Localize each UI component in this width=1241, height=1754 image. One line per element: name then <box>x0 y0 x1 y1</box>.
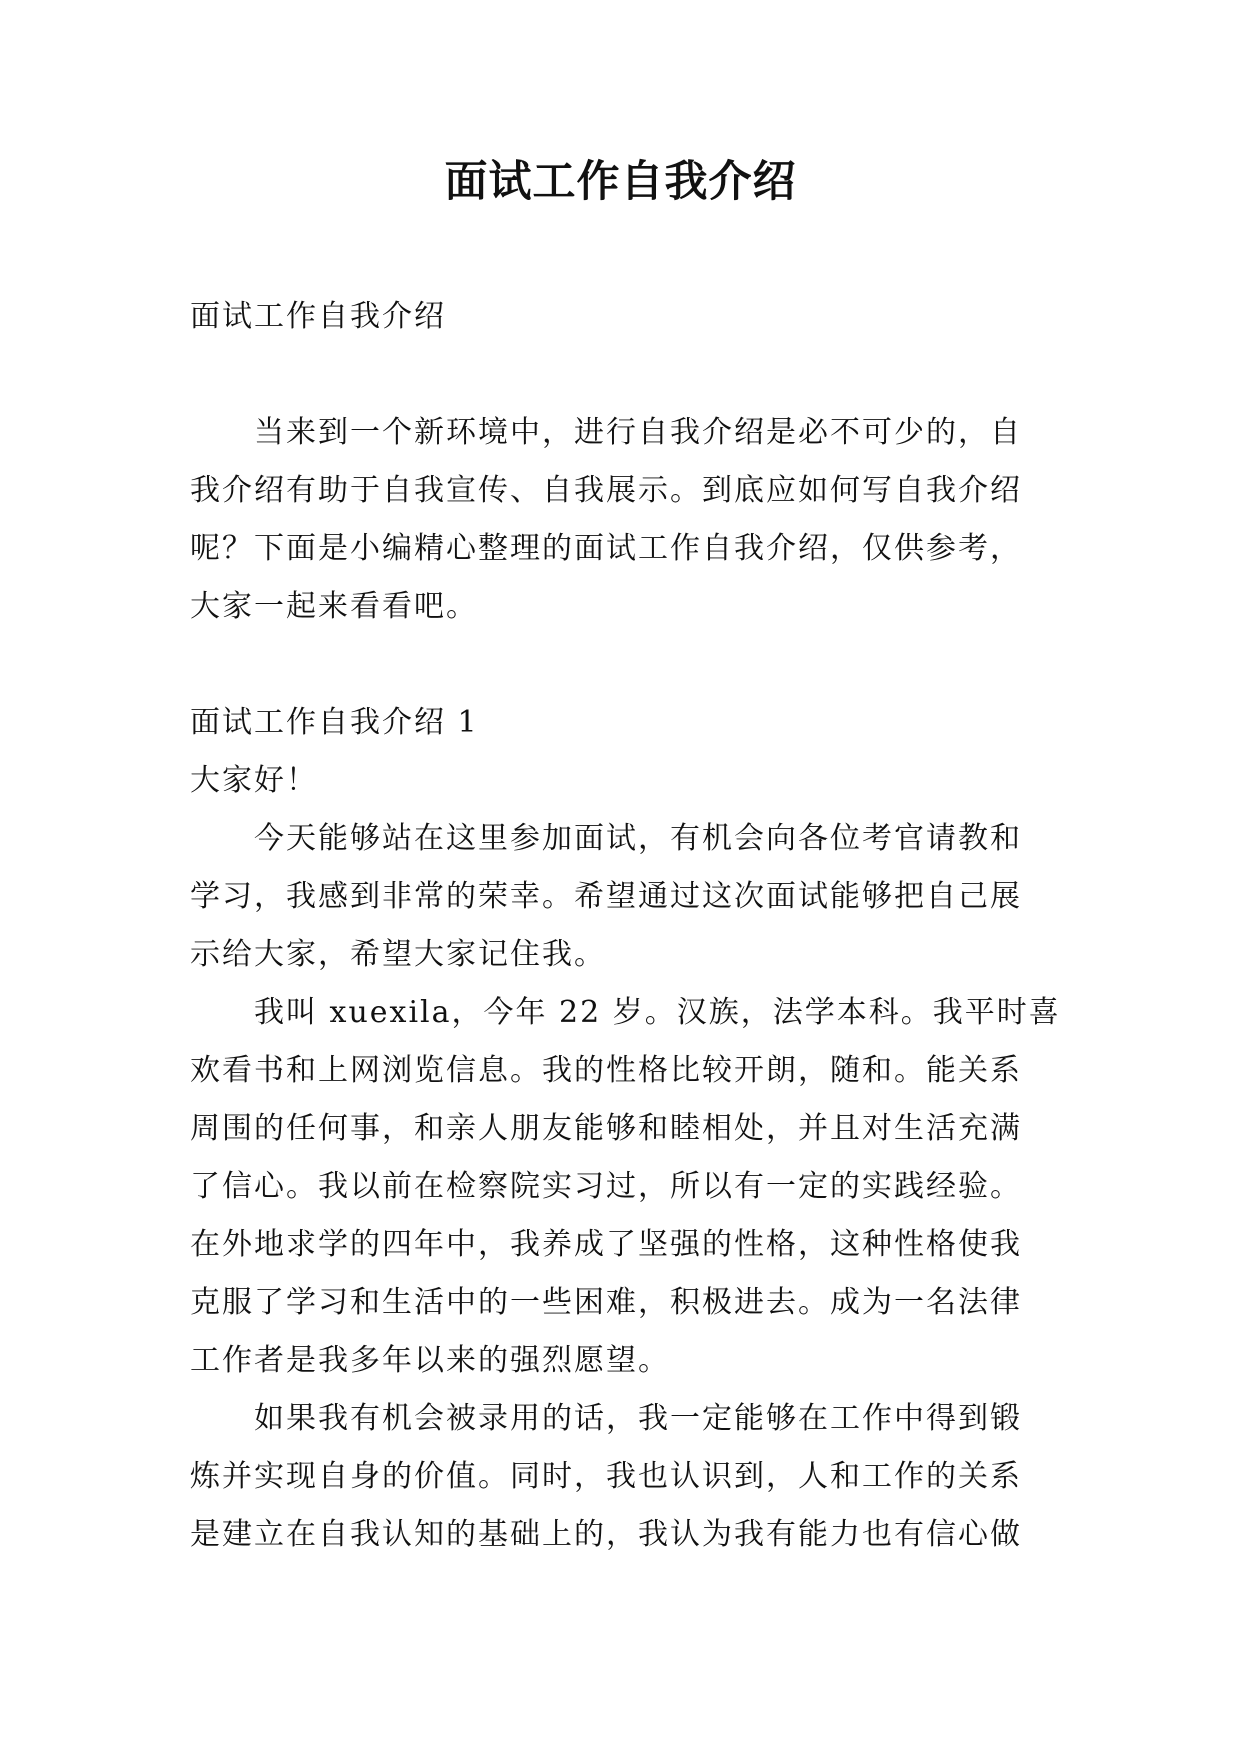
paragraph-line: 炼并实现自身的价值。同时，我也认识到，人和工作的关系 <box>190 1459 1022 1494</box>
paragraph-line: 示给大家，希望大家记住我。 <box>190 937 606 972</box>
paragraph-line: 如果我有机会被录用的话，我一定能够在工作中得到锻 <box>254 1401 1022 1436</box>
spacer <box>190 346 1062 404</box>
paragraph-line: 在外地求学的四年中，我养成了坚强的性格，这种性格使我 <box>190 1227 1022 1262</box>
paragraph-line: 今天能够站在这里参加面试，有机会向各位考官请教和 <box>254 821 1022 856</box>
paragraph-line: 克服了学习和生活中的一些困难，积极进去。成为一名法律 <box>190 1285 1022 1320</box>
document-title: 面试工作自我介绍 <box>444 157 797 207</box>
subtitle: 面试工作自我介绍 <box>190 299 446 334</box>
paragraph-2 <box>190 984 1062 1390</box>
paragraph-line: 了信心。我以前在检察院实习过，所以有一定的实践经验。 <box>190 1169 1022 1204</box>
intro-paragraph <box>190 404 1062 636</box>
paragraph-3 <box>190 1390 1062 1564</box>
intro-line: 我介绍有助于自我宣传、自我展示。到底应如何写自我介绍 <box>190 473 1022 508</box>
greeting: 大家好！ <box>190 763 318 798</box>
intro-line: 当来到一个新环境中，进行自我介绍是必不可少的，自 <box>254 415 1022 450</box>
intro-line: 大家一起来看看吧。 <box>190 589 478 624</box>
paragraph-line: 周围的任何事，和亲人朋友能够和睦相处，并且对生活充满 <box>190 1111 1022 1146</box>
paragraph-line: 学习，我感到非常的荣幸。希望通过这次面试能够把自己展 <box>190 879 1022 914</box>
paragraph-line: 是建立在自我认知的基础上的，我认为我有能力也有信心做 <box>190 1517 1022 1552</box>
section-heading: 面试工作自我介绍 1 <box>190 705 479 740</box>
paragraph-line: 工作者是我多年以来的强烈愿望。 <box>190 1343 670 1378</box>
paragraph-line: 欢看书和上网浏览信息。我的性格比较开朗，随和。能关系 <box>190 1053 1022 1088</box>
paragraph-1 <box>190 810 1062 984</box>
spacer <box>190 636 1062 694</box>
intro-line: 呢？下面是小编精心整理的面试工作自我介绍，仅供参考， <box>190 531 1022 566</box>
document-body <box>190 288 1062 1564</box>
paragraph-line: 我叫 xuexila，今年 22 岁。汉族，法学本科。我平时喜 <box>254 995 1061 1030</box>
